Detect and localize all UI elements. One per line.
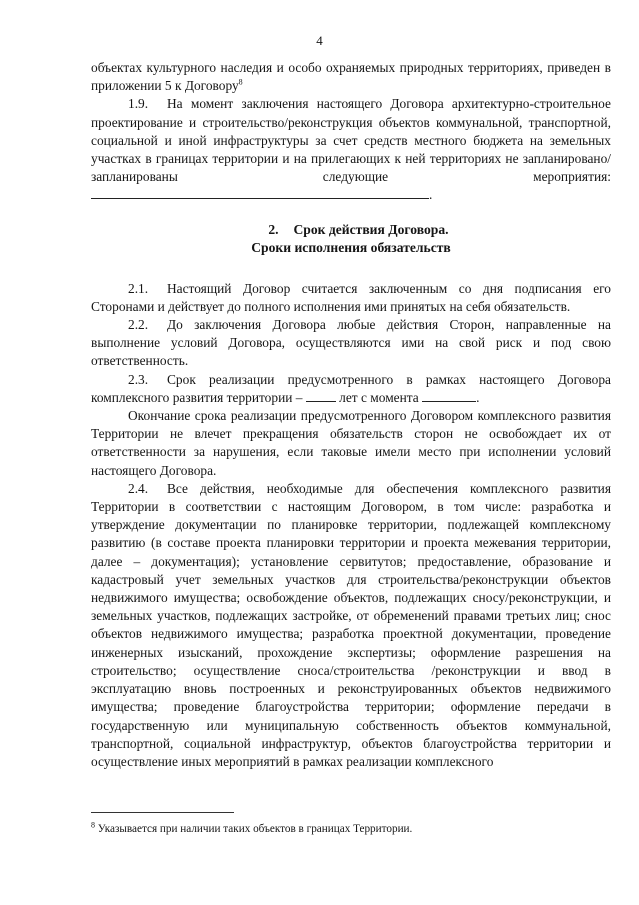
paragraph-intro-text: объектах культурного наследия и особо охраняемых природных территориях, приведен в приложении 5 к Договору bbox=[91, 60, 611, 94]
clause-number: 2.4. bbox=[128, 480, 149, 496]
paragraph-1-9 bbox=[91, 95, 611, 204]
blank-field-start bbox=[422, 389, 476, 402]
paragraph-2-4 bbox=[91, 480, 611, 771]
section-number: 2. bbox=[268, 221, 279, 237]
clause-text: На момент заключения настоящего Договора архитектурно-строительное проектирование и строительство/реконструкция объектов коммунальной, транспортной, социальной и иной инфраструктуры за счет средств местного бюджета на земельных участках в границах территории и на прилегающих к ней территориях не запланировано/запланированы следующие мероприятия: bbox=[91, 96, 611, 185]
blank-field-years bbox=[306, 389, 336, 402]
blank-field-measures bbox=[91, 186, 429, 199]
paragraph-2-3-continuation: Окончание срока реализации предусмотренного Договором комплексного развития Территории не влечет прекращения обязательств сторон не освобождает их от ответственности за нарушения, если таковые имели место при исполнении условий настоящего Договора. bbox=[91, 408, 611, 478]
footnote-ref: 8 bbox=[238, 77, 243, 87]
paragraph-intro bbox=[91, 59, 611, 95]
footnote-mark: 8 bbox=[91, 820, 95, 830]
footnote-divider bbox=[91, 812, 234, 813]
clause-number: 2.3. bbox=[128, 371, 149, 387]
document-body bbox=[91, 59, 611, 771]
section-subtitle: Сроки исполнения обязательств bbox=[251, 240, 451, 256]
section-heading bbox=[91, 221, 611, 258]
paragraph-2-1 bbox=[91, 280, 611, 316]
clause-number: 1.9. bbox=[128, 96, 149, 112]
clause-number: 2.1. bbox=[128, 280, 149, 296]
clause-text: До заключения Договора любые действия Сторон, направленные на выполнение условий Договора, осуществляются ими на свой риск и под свою ответственность. bbox=[91, 317, 611, 369]
page-number: 4 bbox=[316, 33, 323, 48]
footnote-text: Указывается при наличии таких объектов в границах Территории. bbox=[97, 823, 413, 835]
clause-end: . bbox=[429, 187, 433, 203]
clause-text: Все действия, необходимые для обеспечения комплексного развития Территории в соответствии с настоящим Договором, в том числе: разработка и утверждение документации по планировке территории, подлежащей комплексному развитию (в составе проекта планировки территории и проекта межевания территории, далее – документация); установление сервитутов; предоставление, образование и кадастровый учет земельных участков для строительства/реконструкции объектов недвижимого имущества; освобождение объектов, подлежащих сносу/реконструкции, и земельных участков, подлежащих застройке, от обременений правами третьих лиц; снос объектов недвижимого имущества; разработка проектной документации, проведение инженерных изысканий, прохождение экспертизы; оформление разрешения на строительство; осуществление сноса/строительства /реконструкции и ввод в эксплуатацию вновь построенных и реконструированных объектов недвижимого имущества; проведение благоустройства территории; оформление передачи в государственную или муниципальную собственность объектов коммунальной, транспортной, социальной инфраструктур, объектов благоустройства территории и осуществление иных мероприятий в рамках реализации комплексного bbox=[91, 480, 611, 769]
clause-text-b: лет с момента bbox=[339, 389, 419, 405]
footnote bbox=[91, 822, 611, 836]
clause-text: Настоящий Договор считается заключенным со дня подписания его Сторонами и действует до полного исполнения ими принятых на себя обязательств. bbox=[91, 280, 611, 314]
paragraph-2-3 bbox=[91, 371, 611, 407]
section-title: Срок действия Договора. bbox=[293, 221, 449, 237]
clause-end: . bbox=[476, 389, 480, 405]
section-title-line1 bbox=[91, 221, 611, 240]
paragraph-2-2 bbox=[91, 316, 611, 371]
clause-number: 2.2. bbox=[128, 317, 149, 333]
clause-text: Срок реализации предусмотренного в рамках настоящего Договора комплексного развития территории – bbox=[91, 371, 611, 405]
